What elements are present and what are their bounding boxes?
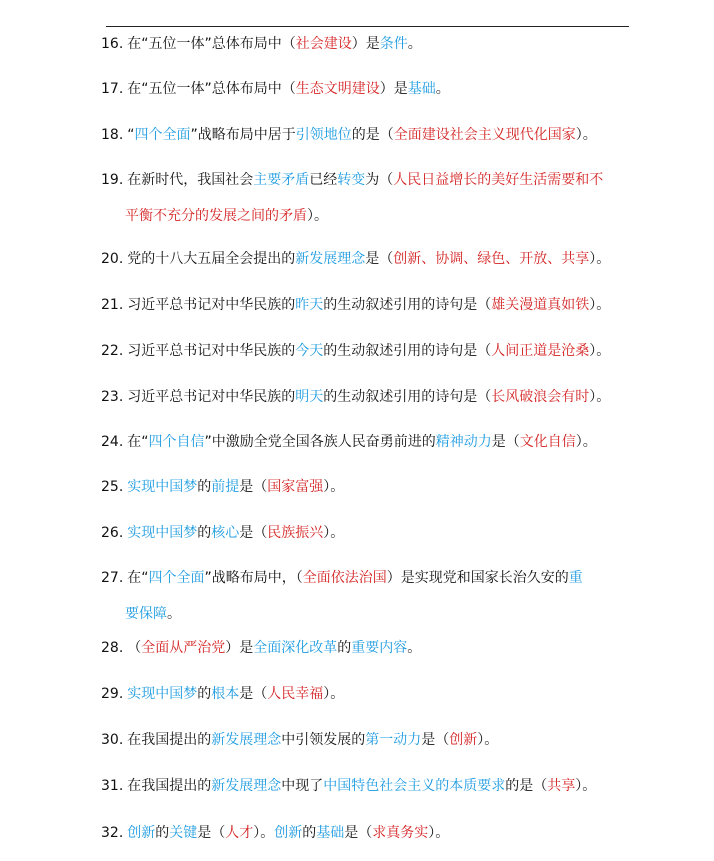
question-item <box>101 630 621 666</box>
question-text: 在“ <box>127 570 149 586</box>
answer-text: 人间正道是沧桑 <box>491 343 590 359</box>
question-number: 20. <box>101 251 124 267</box>
question-text: 的生动叙述引用的诗句是（ <box>323 297 492 313</box>
question-line <box>101 287 621 323</box>
answer-text: 创新 <box>449 732 478 748</box>
question-text: 的 <box>197 525 212 541</box>
question-text: ）。 <box>575 127 597 143</box>
question-text: 的生动叙述引用的诗句是（ <box>323 389 492 405</box>
question-text: 的生动叙述引用的诗句是（ <box>323 343 492 359</box>
question-line <box>101 768 621 804</box>
question-text: 。 <box>407 36 422 52</box>
question-line <box>101 71 621 107</box>
question-line <box>101 596 621 632</box>
question-line <box>101 162 621 198</box>
question-text: 。 <box>435 81 450 97</box>
answer-text: 雄关漫道真如铁 <box>491 297 590 313</box>
keyword-text: 转变 <box>337 172 366 188</box>
question-number: 23. <box>101 389 124 405</box>
question-text: 为（ <box>365 172 394 188</box>
keyword-text: 新发展理念 <box>211 732 282 748</box>
keyword-text: 实现中国梦 <box>127 479 198 495</box>
question-text: 的 <box>155 825 170 841</box>
answer-text: 长风破浪会有时 <box>491 389 590 405</box>
question-number: 24. <box>101 434 124 450</box>
answer-text: 社会建设 <box>295 36 352 52</box>
question-number: 30. <box>101 732 124 748</box>
question-item <box>101 515 621 551</box>
question-text: ）。 <box>323 525 345 541</box>
question-item <box>101 560 621 632</box>
question-text: ）是 <box>351 36 380 52</box>
question-item <box>101 768 621 804</box>
keyword-text: 今天 <box>295 343 324 359</box>
question-text: 在我国提出的 <box>127 778 212 794</box>
question-text: 。 <box>407 640 422 656</box>
question-text: ”战略布局中，（ <box>204 570 303 586</box>
question-text: 是（ <box>239 479 268 495</box>
question-line <box>101 676 621 712</box>
keyword-text: 四个全面 <box>134 127 191 143</box>
keyword-text: 创新 <box>127 825 156 841</box>
question-line <box>101 424 621 460</box>
question-text: 的是（ <box>505 778 548 794</box>
question-number: 26. <box>101 525 124 541</box>
question-text: 的是（ <box>351 127 394 143</box>
answer-text: 文化自信 <box>519 434 576 450</box>
answer-text: 国家富强 <box>267 479 324 495</box>
keyword-text: 重 <box>568 570 583 586</box>
keyword-text: 新发展理念 <box>295 251 366 267</box>
keyword-text: 根本 <box>211 686 240 702</box>
question-text: ）。 <box>253 825 275 841</box>
question-text: ）。 <box>323 686 345 702</box>
answer-text: 全面依法治国 <box>302 570 387 586</box>
keyword-text: 精神动力 <box>435 434 492 450</box>
question-text: 中引领发展的 <box>281 732 366 748</box>
keyword-text: 实现中国梦 <box>127 686 198 702</box>
question-text: ）。 <box>477 732 499 748</box>
question-number: 21. <box>101 297 124 313</box>
question-text: 党的十八大五届全会提出的 <box>127 251 296 267</box>
answer-text: 生态文明建设 <box>295 81 380 97</box>
question-number: 28. <box>101 640 124 656</box>
question-line <box>101 630 621 666</box>
question-number: 32. <box>101 825 124 841</box>
question-line <box>101 117 621 153</box>
question-line <box>101 333 621 369</box>
keyword-text: 要保障 <box>125 606 167 622</box>
question-text: 是（ <box>239 525 268 541</box>
question-text: ）是实现党和国家长治久安的 <box>386 570 569 586</box>
question-text: 在新时代，我国社会 <box>127 172 254 188</box>
answer-text: 民族振兴 <box>267 525 324 541</box>
question-text: 的 <box>337 640 352 656</box>
question-text: ）。 <box>589 251 611 267</box>
keyword-text: 新发展理念 <box>211 778 282 794</box>
question-text: 是（ <box>197 825 226 841</box>
keyword-text: 基础 <box>407 81 436 97</box>
question-line <box>101 560 621 596</box>
keyword-text: 前提 <box>211 479 240 495</box>
keyword-text: 中国特色社会主义的本质要求 <box>323 778 506 794</box>
question-number: 19. <box>101 172 124 188</box>
question-line <box>101 26 621 62</box>
question-text: 是（ <box>491 434 520 450</box>
question-text: ”中激励全党全国各族人民奋勇前进的 <box>204 434 436 450</box>
question-line <box>101 379 621 415</box>
question-item <box>101 26 621 62</box>
keyword-text: 实现中国梦 <box>127 525 198 541</box>
question-text: ）。 <box>589 343 611 359</box>
answer-text: 共享 <box>547 778 576 794</box>
question-text: 是（ <box>239 686 268 702</box>
question-text: ）。 <box>575 778 597 794</box>
question-text: 习近平总书记对中华民族的 <box>127 389 296 405</box>
keyword-text: 主要矛盾 <box>253 172 310 188</box>
question-text: 在我国提出的 <box>127 732 212 748</box>
answer-text: 人才 <box>225 825 254 841</box>
keyword-text: 全面深化改革 <box>253 640 338 656</box>
question-number: 25. <box>101 479 124 495</box>
answer-text: 人民幸福 <box>267 686 324 702</box>
question-text: ）是 <box>379 81 408 97</box>
question-line <box>101 815 621 851</box>
question-text: ）。 <box>575 434 597 450</box>
question-number: 31. <box>101 778 124 794</box>
question-line <box>101 198 621 234</box>
keyword-text: 四个自信 <box>148 434 205 450</box>
question-text: 中现了 <box>281 778 324 794</box>
keyword-text: 引领地位 <box>295 127 352 143</box>
question-item <box>101 241 621 277</box>
keyword-text: 重要内容 <box>351 640 408 656</box>
question-text: 已经 <box>309 172 338 188</box>
keyword-text: 昨天 <box>295 297 324 313</box>
question-item <box>101 287 621 323</box>
answer-text: 人民日益增长的美好生活需要和不 <box>393 172 604 188</box>
question-number: 18. <box>101 127 124 143</box>
answer-text: 全面建设社会主义现代化国家 <box>393 127 576 143</box>
question-text: 是（ <box>365 251 394 267</box>
keyword-text: 核心 <box>211 525 240 541</box>
question-number: 29. <box>101 686 124 702</box>
question-text: 。 <box>167 606 181 622</box>
question-text: 的 <box>197 686 212 702</box>
question-text: ”战略布局中居于 <box>190 127 296 143</box>
keyword-text: 条件 <box>379 36 408 52</box>
question-item <box>101 469 621 505</box>
question-number: 17. <box>101 81 124 97</box>
question-text: ）。 <box>323 479 345 495</box>
keyword-text: 基础 <box>316 825 345 841</box>
question-text: “ <box>127 127 135 143</box>
question-item <box>101 424 621 460</box>
question-text: 习近平总书记对中华民族的 <box>127 297 296 313</box>
question-item <box>101 815 621 851</box>
question-text: ）是 <box>225 640 254 656</box>
question-text: ）。 <box>589 389 611 405</box>
question-item <box>101 71 621 107</box>
question-text: 的 <box>302 825 317 841</box>
answer-text: 平衡不充分的发展之间的矛盾 <box>125 208 307 224</box>
question-line <box>101 241 621 277</box>
keyword-text: 明天 <box>295 389 324 405</box>
question-item <box>101 676 621 712</box>
question-number: 16. <box>101 36 124 52</box>
question-item <box>101 162 621 234</box>
question-text: 在“ <box>127 434 149 450</box>
keyword-text: 创新 <box>274 825 303 841</box>
question-item <box>101 722 621 758</box>
answer-text: 创新、协调、绿色、开放、共享 <box>393 251 590 267</box>
question-item <box>101 117 621 153</box>
question-text: 是（ <box>344 825 373 841</box>
question-number: 27. <box>101 570 124 586</box>
question-item <box>101 333 621 369</box>
keyword-text: 关键 <box>169 825 198 841</box>
question-text: ）。 <box>589 297 611 313</box>
question-text: （ <box>127 640 142 656</box>
question-text: 的 <box>197 479 212 495</box>
question-text: 是（ <box>421 732 450 748</box>
question-text: ）。 <box>307 208 328 224</box>
question-number: 22. <box>101 343 124 359</box>
question-text: 在“五位一体”总体布局中（ <box>127 36 296 52</box>
question-item <box>101 379 621 415</box>
answer-text: 求真务实 <box>372 825 429 841</box>
question-text: ）。 <box>428 825 450 841</box>
answer-text: 全面从严治党 <box>141 640 226 656</box>
question-text: 习近平总书记对中华民族的 <box>127 343 296 359</box>
keyword-text: 第一动力 <box>365 732 422 748</box>
question-text: 在“五位一体”总体布局中（ <box>127 81 296 97</box>
question-line <box>101 515 621 551</box>
keyword-text: 四个全面 <box>148 570 205 586</box>
question-line <box>101 722 621 758</box>
question-line <box>101 469 621 505</box>
